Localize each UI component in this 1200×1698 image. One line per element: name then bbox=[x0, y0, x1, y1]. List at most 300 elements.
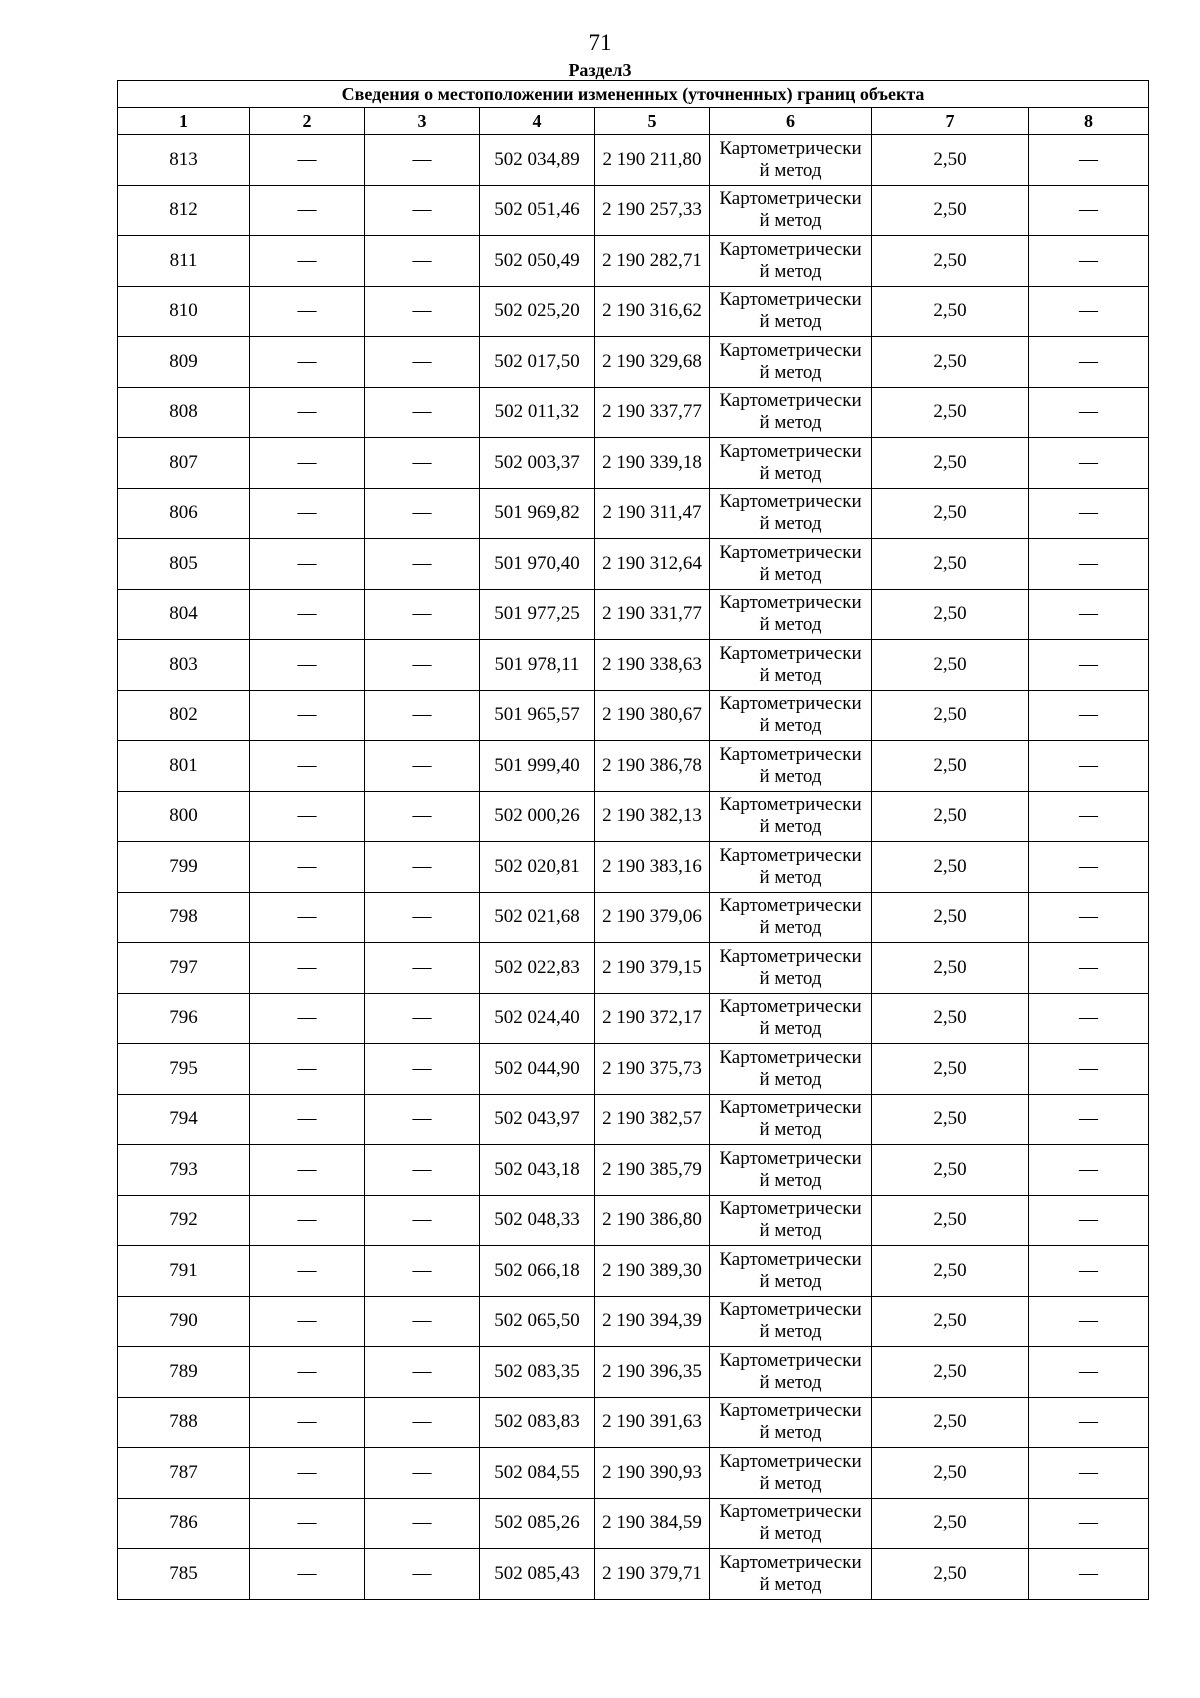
method-text-line1: Картометрически bbox=[719, 137, 862, 159]
point-id-cell: 786 bbox=[118, 1498, 250, 1549]
method-text-line1: Картометрически bbox=[719, 945, 862, 967]
dash-cell: — bbox=[250, 135, 365, 186]
point-id-cell: 810 bbox=[118, 286, 250, 337]
method-text-line2: й метод bbox=[759, 1573, 822, 1595]
x-coordinate-cell: 502 085,26 bbox=[480, 1498, 595, 1549]
table-row bbox=[118, 1347, 1149, 1398]
accuracy-cell: 2,50 bbox=[872, 236, 1029, 287]
dash-cell: — bbox=[250, 337, 365, 388]
y-coordinate-cell: 2 190 389,30 bbox=[595, 1246, 710, 1297]
table-body bbox=[118, 135, 1149, 1600]
x-coordinate-cell: 502 000,26 bbox=[480, 791, 595, 842]
dash-cell: — bbox=[365, 1145, 480, 1196]
method-text-line1: Картометрически bbox=[719, 794, 862, 816]
table-row bbox=[118, 387, 1149, 438]
method-text-line1: Картометрически bbox=[719, 1551, 862, 1573]
method-text-line2: й метод bbox=[759, 1371, 822, 1393]
x-coordinate-cell: 502 021,68 bbox=[480, 892, 595, 943]
accuracy-cell: 2,50 bbox=[872, 1195, 1029, 1246]
point-id-cell: 800 bbox=[118, 791, 250, 842]
dash-cell: — bbox=[1029, 1145, 1149, 1196]
accuracy-cell: 2,50 bbox=[872, 1145, 1029, 1196]
accuracy-cell: 2,50 bbox=[872, 387, 1029, 438]
y-coordinate-cell: 2 190 380,67 bbox=[595, 690, 710, 741]
dash-cell: — bbox=[250, 1448, 365, 1499]
dash-cell: — bbox=[365, 1549, 480, 1600]
y-coordinate-cell: 2 190 391,63 bbox=[595, 1397, 710, 1448]
dash-cell: — bbox=[365, 135, 480, 186]
dash-cell: — bbox=[365, 286, 480, 337]
point-id-cell: 791 bbox=[118, 1246, 250, 1297]
method-text-line2: й метод bbox=[759, 1220, 822, 1242]
column-number-row bbox=[118, 108, 1149, 135]
table-row bbox=[118, 236, 1149, 287]
dash-cell: — bbox=[365, 791, 480, 842]
method-text-line1: Картометрически bbox=[719, 1097, 862, 1119]
dash-cell: — bbox=[250, 1044, 365, 1095]
x-coordinate-cell: 502 017,50 bbox=[480, 337, 595, 388]
method-cell bbox=[710, 589, 872, 640]
dash-cell: — bbox=[365, 1195, 480, 1246]
method-text-line1: Картометрически bbox=[719, 440, 862, 462]
point-id-cell: 802 bbox=[118, 690, 250, 741]
dash-cell: — bbox=[1029, 488, 1149, 539]
y-coordinate-cell: 2 190 384,59 bbox=[595, 1498, 710, 1549]
x-coordinate-cell: 501 999,40 bbox=[480, 741, 595, 792]
x-coordinate-cell: 502 085,43 bbox=[480, 1549, 595, 1600]
method-text-line2: й метод bbox=[759, 159, 822, 181]
column-number: 8 bbox=[1029, 108, 1149, 135]
table-row bbox=[118, 589, 1149, 640]
y-coordinate-cell: 2 190 329,68 bbox=[595, 337, 710, 388]
table-row bbox=[118, 791, 1149, 842]
y-coordinate-cell: 2 190 379,15 bbox=[595, 943, 710, 994]
dash-cell: — bbox=[1029, 1549, 1149, 1600]
method-cell bbox=[710, 438, 872, 489]
dash-cell: — bbox=[1029, 842, 1149, 893]
point-id-cell: 813 bbox=[118, 135, 250, 186]
method-cell bbox=[710, 236, 872, 287]
method-cell bbox=[710, 1397, 872, 1448]
table-row bbox=[118, 1498, 1149, 1549]
dash-cell: — bbox=[250, 741, 365, 792]
method-cell bbox=[710, 1246, 872, 1297]
column-number: 4 bbox=[480, 108, 595, 135]
method-text-line2: й метод bbox=[759, 563, 822, 585]
x-coordinate-cell: 502 066,18 bbox=[480, 1246, 595, 1297]
table-row bbox=[118, 1448, 1149, 1499]
dash-cell: — bbox=[365, 488, 480, 539]
method-cell bbox=[710, 1044, 872, 1095]
point-id-cell: 795 bbox=[118, 1044, 250, 1095]
dash-cell: — bbox=[365, 892, 480, 943]
y-coordinate-cell: 2 190 394,39 bbox=[595, 1296, 710, 1347]
table-row bbox=[118, 741, 1149, 792]
table-row bbox=[118, 1044, 1149, 1095]
dash-cell: — bbox=[250, 943, 365, 994]
dash-cell: — bbox=[250, 589, 365, 640]
method-text-line2: й метод bbox=[759, 715, 822, 737]
table-row bbox=[118, 1145, 1149, 1196]
method-text-line1: Картометрически bbox=[719, 1147, 862, 1169]
table-row bbox=[118, 539, 1149, 590]
method-text-line2: й метод bbox=[759, 412, 822, 434]
dash-cell: — bbox=[1029, 640, 1149, 691]
table-row bbox=[118, 993, 1149, 1044]
method-text-line2: й метод bbox=[759, 513, 822, 535]
y-coordinate-cell: 2 190 282,71 bbox=[595, 236, 710, 287]
column-number: 3 bbox=[365, 108, 480, 135]
dash-cell: — bbox=[365, 690, 480, 741]
method-text-line2: й метод bbox=[759, 1270, 822, 1292]
y-coordinate-cell: 2 190 331,77 bbox=[595, 589, 710, 640]
table-row bbox=[118, 640, 1149, 691]
accuracy-cell: 2,50 bbox=[872, 185, 1029, 236]
method-text-line1: Картометрически bbox=[719, 1501, 862, 1523]
y-coordinate-cell: 2 190 375,73 bbox=[595, 1044, 710, 1095]
accuracy-cell: 2,50 bbox=[872, 1549, 1029, 1600]
accuracy-cell: 2,50 bbox=[872, 1094, 1029, 1145]
table-caption: Сведения о местоположении измененных (уточненных) границ объекта bbox=[118, 81, 1149, 108]
dash-cell: — bbox=[250, 993, 365, 1044]
dash-cell: — bbox=[250, 438, 365, 489]
method-text-line1: Картометрически bbox=[719, 1400, 862, 1422]
method-text-line2: й метод bbox=[759, 765, 822, 787]
table-row bbox=[118, 1246, 1149, 1297]
method-text-line2: й метод bbox=[759, 816, 822, 838]
method-text-line2: й метод bbox=[759, 1018, 822, 1040]
coordinates-table bbox=[117, 80, 1149, 1600]
point-id-cell: 805 bbox=[118, 539, 250, 590]
method-text-line2: й метод bbox=[759, 1119, 822, 1141]
y-coordinate-cell: 2 190 337,77 bbox=[595, 387, 710, 438]
column-number: 1 bbox=[118, 108, 250, 135]
x-coordinate-cell: 502 003,37 bbox=[480, 438, 595, 489]
dash-cell: — bbox=[365, 1246, 480, 1297]
y-coordinate-cell: 2 190 396,35 bbox=[595, 1347, 710, 1398]
method-cell bbox=[710, 791, 872, 842]
dash-cell: — bbox=[250, 892, 365, 943]
table-row bbox=[118, 1397, 1149, 1448]
method-text-line2: й метод bbox=[759, 614, 822, 636]
dash-cell: — bbox=[365, 589, 480, 640]
dash-cell: — bbox=[250, 185, 365, 236]
table-row bbox=[118, 842, 1149, 893]
accuracy-cell: 2,50 bbox=[872, 488, 1029, 539]
dash-cell: — bbox=[250, 1397, 365, 1448]
column-number: 2 bbox=[250, 108, 365, 135]
dash-cell: — bbox=[1029, 1195, 1149, 1246]
dash-cell: — bbox=[365, 387, 480, 438]
point-id-cell: 809 bbox=[118, 337, 250, 388]
dash-cell: — bbox=[250, 791, 365, 842]
point-id-cell: 811 bbox=[118, 236, 250, 287]
page-number: 71 bbox=[588, 30, 612, 55]
column-number: 7 bbox=[872, 108, 1029, 135]
accuracy-cell: 2,50 bbox=[872, 640, 1029, 691]
x-coordinate-cell: 502 065,50 bbox=[480, 1296, 595, 1347]
dash-cell: — bbox=[365, 1347, 480, 1398]
table-row bbox=[118, 185, 1149, 236]
method-text-line2: й метод bbox=[759, 1169, 822, 1191]
point-id-cell: 799 bbox=[118, 842, 250, 893]
point-id-cell: 806 bbox=[118, 488, 250, 539]
dash-cell: — bbox=[365, 539, 480, 590]
dash-cell: — bbox=[365, 993, 480, 1044]
method-text-line1: Картометрически bbox=[719, 238, 862, 260]
accuracy-cell: 2,50 bbox=[872, 1397, 1029, 1448]
dash-cell: — bbox=[1029, 1094, 1149, 1145]
y-coordinate-cell: 2 190 390,93 bbox=[595, 1448, 710, 1499]
dash-cell: — bbox=[250, 1347, 365, 1398]
dash-cell: — bbox=[250, 236, 365, 287]
y-coordinate-cell: 2 190 316,62 bbox=[595, 286, 710, 337]
method-cell bbox=[710, 337, 872, 388]
method-cell bbox=[710, 1145, 872, 1196]
accuracy-cell: 2,50 bbox=[872, 1448, 1029, 1499]
y-coordinate-cell: 2 190 386,80 bbox=[595, 1195, 710, 1246]
method-text-line2: й метод bbox=[759, 1472, 822, 1494]
method-text-line2: й метод bbox=[759, 1523, 822, 1545]
dash-cell: — bbox=[1029, 1246, 1149, 1297]
point-id-cell: 790 bbox=[118, 1296, 250, 1347]
x-coordinate-cell: 502 044,90 bbox=[480, 1044, 595, 1095]
method-text-line2: й метод bbox=[759, 1422, 822, 1444]
table-row bbox=[118, 438, 1149, 489]
method-cell bbox=[710, 1347, 872, 1398]
y-coordinate-cell: 2 190 311,47 bbox=[595, 488, 710, 539]
method-cell bbox=[710, 539, 872, 590]
dash-cell: — bbox=[1029, 892, 1149, 943]
table-row bbox=[118, 892, 1149, 943]
x-coordinate-cell: 502 051,46 bbox=[480, 185, 595, 236]
dash-cell: — bbox=[250, 1145, 365, 1196]
dash-cell: — bbox=[1029, 185, 1149, 236]
point-id-cell: 804 bbox=[118, 589, 250, 640]
accuracy-cell: 2,50 bbox=[872, 842, 1029, 893]
accuracy-cell: 2,50 bbox=[872, 690, 1029, 741]
dash-cell: — bbox=[1029, 539, 1149, 590]
method-text-line2: й метод bbox=[759, 967, 822, 989]
dash-cell: — bbox=[250, 690, 365, 741]
accuracy-cell: 2,50 bbox=[872, 791, 1029, 842]
dash-cell: — bbox=[365, 1397, 480, 1448]
dash-cell: — bbox=[250, 1296, 365, 1347]
x-coordinate-cell: 502 025,20 bbox=[480, 286, 595, 337]
x-coordinate-cell: 502 043,18 bbox=[480, 1145, 595, 1196]
method-text-line1: Картометрически bbox=[719, 592, 862, 614]
dash-cell: — bbox=[365, 1296, 480, 1347]
method-cell bbox=[710, 741, 872, 792]
accuracy-cell: 2,50 bbox=[872, 1498, 1029, 1549]
dash-cell: — bbox=[365, 741, 480, 792]
method-text-line2: й метод bbox=[759, 1068, 822, 1090]
accuracy-cell: 2,50 bbox=[872, 1044, 1029, 1095]
method-cell bbox=[710, 286, 872, 337]
y-coordinate-cell: 2 190 379,06 bbox=[595, 892, 710, 943]
x-coordinate-cell: 502 024,40 bbox=[480, 993, 595, 1044]
method-text-line2: й метод bbox=[759, 311, 822, 333]
accuracy-cell: 2,50 bbox=[872, 741, 1029, 792]
method-cell bbox=[710, 1448, 872, 1499]
dash-cell: — bbox=[365, 842, 480, 893]
point-id-cell: 788 bbox=[118, 1397, 250, 1448]
dash-cell: — bbox=[250, 1549, 365, 1600]
dash-cell: — bbox=[250, 286, 365, 337]
accuracy-cell: 2,50 bbox=[872, 943, 1029, 994]
method-text-line2: й метод bbox=[759, 361, 822, 383]
point-id-cell: 796 bbox=[118, 993, 250, 1044]
dash-cell: — bbox=[365, 1044, 480, 1095]
accuracy-cell: 2,50 bbox=[872, 286, 1029, 337]
x-coordinate-cell: 501 969,82 bbox=[480, 488, 595, 539]
dash-cell: — bbox=[250, 488, 365, 539]
dash-cell: — bbox=[1029, 690, 1149, 741]
method-text-line1: Картометрически bbox=[719, 339, 862, 361]
x-coordinate-cell: 502 048,33 bbox=[480, 1195, 595, 1246]
point-id-cell: 792 bbox=[118, 1195, 250, 1246]
method-text-line2: й метод bbox=[759, 260, 822, 282]
table-row bbox=[118, 135, 1149, 186]
table-row bbox=[118, 1195, 1149, 1246]
dash-cell: — bbox=[250, 539, 365, 590]
dash-cell: — bbox=[250, 1246, 365, 1297]
y-coordinate-cell: 2 190 338,63 bbox=[595, 640, 710, 691]
y-coordinate-cell: 2 190 382,13 bbox=[595, 791, 710, 842]
dash-cell: — bbox=[365, 185, 480, 236]
dash-cell: — bbox=[365, 236, 480, 287]
accuracy-cell: 2,50 bbox=[872, 438, 1029, 489]
table-row bbox=[118, 1549, 1149, 1600]
y-coordinate-cell: 2 190 339,18 bbox=[595, 438, 710, 489]
accuracy-cell: 2,50 bbox=[872, 892, 1029, 943]
dash-cell: — bbox=[1029, 993, 1149, 1044]
dash-cell: — bbox=[250, 1195, 365, 1246]
accuracy-cell: 2,50 bbox=[872, 589, 1029, 640]
method-text-line1: Картометрически bbox=[719, 996, 862, 1018]
method-text-line1: Картометрически bbox=[719, 1248, 862, 1270]
dash-cell: — bbox=[1029, 1044, 1149, 1095]
point-id-cell: 787 bbox=[118, 1448, 250, 1499]
accuracy-cell: 2,50 bbox=[872, 1246, 1029, 1297]
dash-cell: — bbox=[1029, 337, 1149, 388]
method-text-line1: Картометрически bbox=[719, 541, 862, 563]
method-text-line1: Картометрически bbox=[719, 188, 862, 210]
method-text-line1: Картометрически bbox=[719, 390, 862, 412]
dash-cell: — bbox=[1029, 387, 1149, 438]
method-text-line1: Картометрически bbox=[719, 1349, 862, 1371]
method-text-line1: Картометрически bbox=[719, 1450, 862, 1472]
y-coordinate-cell: 2 190 385,79 bbox=[595, 1145, 710, 1196]
method-cell bbox=[710, 1296, 872, 1347]
dash-cell: — bbox=[250, 387, 365, 438]
x-coordinate-cell: 502 034,89 bbox=[480, 135, 595, 186]
x-coordinate-cell: 501 970,40 bbox=[480, 539, 595, 590]
table-row bbox=[118, 286, 1149, 337]
dash-cell: — bbox=[365, 640, 480, 691]
y-coordinate-cell: 2 190 382,57 bbox=[595, 1094, 710, 1145]
accuracy-cell: 2,50 bbox=[872, 539, 1029, 590]
x-coordinate-cell: 502 020,81 bbox=[480, 842, 595, 893]
x-coordinate-cell: 501 978,11 bbox=[480, 640, 595, 691]
column-number: 6 bbox=[710, 108, 872, 135]
dash-cell: — bbox=[1029, 1498, 1149, 1549]
dash-cell: — bbox=[1029, 741, 1149, 792]
dash-cell: — bbox=[250, 640, 365, 691]
method-cell bbox=[710, 1094, 872, 1145]
x-coordinate-cell: 502 083,83 bbox=[480, 1397, 595, 1448]
method-cell bbox=[710, 1549, 872, 1600]
x-coordinate-cell: 501 977,25 bbox=[480, 589, 595, 640]
accuracy-cell: 2,50 bbox=[872, 135, 1029, 186]
method-cell bbox=[710, 993, 872, 1044]
point-id-cell: 803 bbox=[118, 640, 250, 691]
method-cell bbox=[710, 943, 872, 994]
y-coordinate-cell: 2 190 383,16 bbox=[595, 842, 710, 893]
dash-cell: — bbox=[1029, 943, 1149, 994]
point-id-cell: 798 bbox=[118, 892, 250, 943]
y-coordinate-cell: 2 190 312,64 bbox=[595, 539, 710, 590]
dash-cell: — bbox=[250, 1498, 365, 1549]
method-text-line2: й метод bbox=[759, 462, 822, 484]
method-text-line1: Картометрически bbox=[719, 844, 862, 866]
method-cell bbox=[710, 892, 872, 943]
dash-cell: — bbox=[1029, 1296, 1149, 1347]
y-coordinate-cell: 2 190 211,80 bbox=[595, 135, 710, 186]
x-coordinate-cell: 502 050,49 bbox=[480, 236, 595, 287]
method-text-line2: й метод bbox=[759, 917, 822, 939]
method-text-line1: Картометрически bbox=[719, 1046, 862, 1068]
dash-cell: — bbox=[365, 1498, 480, 1549]
method-text-line1: Картометрически bbox=[719, 1198, 862, 1220]
method-cell bbox=[710, 1498, 872, 1549]
dash-cell: — bbox=[365, 1094, 480, 1145]
dash-cell: — bbox=[1029, 791, 1149, 842]
method-text-line1: Картометрически bbox=[719, 289, 862, 311]
method-text-line1: Картометрически bbox=[719, 491, 862, 513]
dash-cell: — bbox=[1029, 438, 1149, 489]
dash-cell: — bbox=[1029, 135, 1149, 186]
accuracy-cell: 2,50 bbox=[872, 337, 1029, 388]
table-row bbox=[118, 943, 1149, 994]
table-row bbox=[118, 337, 1149, 388]
dash-cell: — bbox=[1029, 286, 1149, 337]
method-text-line1: Картометрически bbox=[719, 743, 862, 765]
method-cell bbox=[710, 640, 872, 691]
method-cell bbox=[710, 387, 872, 438]
column-number: 5 bbox=[595, 108, 710, 135]
x-coordinate-cell: 502 043,97 bbox=[480, 1094, 595, 1145]
y-coordinate-cell: 2 190 379,71 bbox=[595, 1549, 710, 1600]
method-cell bbox=[710, 690, 872, 741]
method-text-line2: й метод bbox=[759, 664, 822, 686]
dash-cell: — bbox=[1029, 236, 1149, 287]
y-coordinate-cell: 2 190 386,78 bbox=[595, 741, 710, 792]
dash-cell: — bbox=[1029, 1397, 1149, 1448]
point-id-cell: 789 bbox=[118, 1347, 250, 1398]
section-title: Раздел3 bbox=[568, 60, 632, 80]
dash-cell: — bbox=[1029, 589, 1149, 640]
accuracy-cell: 2,50 bbox=[872, 1347, 1029, 1398]
dash-cell: — bbox=[1029, 1448, 1149, 1499]
point-id-cell: 794 bbox=[118, 1094, 250, 1145]
point-id-cell: 807 bbox=[118, 438, 250, 489]
method-text-line1: Картометрически bbox=[719, 693, 862, 715]
x-coordinate-cell: 502 084,55 bbox=[480, 1448, 595, 1499]
dash-cell: — bbox=[365, 438, 480, 489]
method-cell bbox=[710, 185, 872, 236]
point-id-cell: 801 bbox=[118, 741, 250, 792]
